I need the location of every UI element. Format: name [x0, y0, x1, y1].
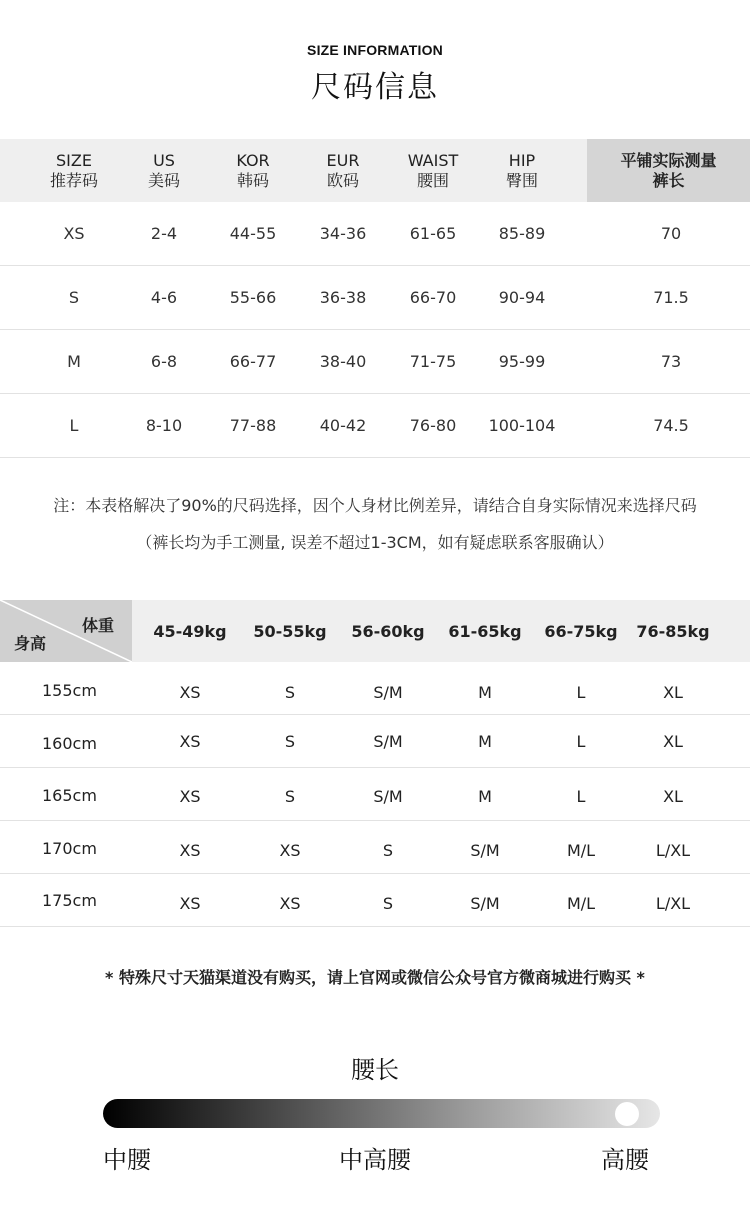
row-height: 165cm [42, 786, 97, 805]
cell-size: XL [663, 683, 683, 702]
cell-size: L/XL [655, 894, 691, 913]
col-length-en: 平铺实际测量 [620, 151, 717, 170]
col-us [134, 151, 194, 191]
hw-corner-cell [0, 600, 132, 662]
cell-size: L [576, 787, 586, 806]
cell-size: S/M [373, 732, 403, 751]
note-line-1: 注：本表格解决了90%的尺码选择，因个人身材比例差异，请结合自身实际情况来选择尺码 [53, 496, 697, 515]
col-length [587, 139, 750, 202]
col-waist-cn: 腰围 [416, 171, 449, 190]
cell-size: S [382, 841, 394, 860]
size-table-header [0, 139, 750, 202]
cell-kor: 66-77 [229, 352, 277, 371]
col-us-en: US [153, 151, 175, 170]
cell-size: M [478, 683, 492, 702]
weight-col: 56-60kg [351, 622, 425, 641]
cell-size: XS [63, 224, 85, 243]
cell-size: XS [279, 894, 301, 913]
col-kor [223, 151, 283, 191]
table-row [0, 821, 750, 874]
table-row [0, 662, 750, 715]
waist-label-mid: 中腰 [103, 1146, 151, 1174]
col-eur-cn: 欧码 [326, 171, 359, 190]
waist-level-indicator [615, 1102, 639, 1126]
cell-size: S [68, 288, 80, 307]
cell-us: 6-8 [150, 352, 178, 371]
table-row [0, 330, 750, 394]
cell-size: XS [279, 841, 301, 860]
cell-size: M/L [566, 894, 596, 913]
note-line-2: （裤长均为手工测量, 误差不超过1-3CM，如有疑虑联系客服确认） [136, 533, 614, 552]
cell-size: M [478, 732, 492, 751]
cell-size: L/XL [655, 841, 691, 860]
cell-length: 74.5 [653, 416, 689, 435]
cell-us: 2-4 [150, 224, 178, 243]
cell-size: XL [663, 732, 683, 751]
table-row [0, 715, 750, 768]
weight-col: 61-65kg [448, 622, 522, 641]
cell-waist: 66-70 [409, 288, 457, 307]
hw-table-header [0, 600, 750, 662]
cell-size: M [478, 787, 492, 806]
cell-size: L [576, 732, 586, 751]
table-row [0, 874, 750, 927]
cell-waist: 71-75 [409, 352, 457, 371]
col-length-cn: 裤长 [652, 171, 685, 190]
cell-eur: 36-38 [319, 288, 367, 307]
cell-kor: 55-66 [229, 288, 277, 307]
cell-us: 8-10 [145, 416, 183, 435]
cell-kor: 77-88 [229, 416, 277, 435]
height-axis-label: 身高 [14, 634, 47, 653]
col-waist [397, 151, 469, 191]
table-row [0, 394, 750, 458]
col-size-cn: 推荐码 [49, 171, 98, 190]
weight-axis-label: 体重 [82, 616, 115, 635]
cell-size: S [284, 787, 296, 806]
cell-hip: 100-104 [488, 416, 556, 435]
cell-hip: 90-94 [498, 288, 546, 307]
cell-us: 4-6 [150, 288, 178, 307]
cell-size: XL [663, 787, 683, 806]
cell-length: 70 [660, 224, 682, 243]
weight-col: 76-85kg [636, 622, 710, 641]
cell-size: XS [179, 787, 201, 806]
waist-label-high: 高腰 [601, 1146, 649, 1174]
cell-size: S/M [373, 787, 403, 806]
cell-kor: 44-55 [229, 224, 277, 243]
waist-title: 腰长 [351, 1056, 399, 1084]
col-eur [313, 151, 373, 191]
table-row [0, 266, 750, 330]
cell-hip: 85-89 [498, 224, 546, 243]
row-height: 155cm [42, 681, 97, 700]
height-weight-table [0, 600, 750, 927]
cell-eur: 34-36 [319, 224, 367, 243]
waist-label-mid-high: 中高腰 [339, 1146, 411, 1174]
col-size [44, 151, 104, 191]
cell-size: M/L [566, 841, 596, 860]
col-kor-en: KOR [236, 151, 270, 170]
row-height: 160cm [42, 734, 97, 753]
cell-size: S/M [470, 841, 500, 860]
cell-size: XS [179, 841, 201, 860]
cell-size: XS [179, 732, 201, 751]
cell-size: M [67, 352, 81, 371]
cell-size: S/M [470, 894, 500, 913]
size-table [0, 139, 750, 458]
weight-col: 66-75kg [544, 622, 618, 641]
cell-eur: 40-42 [319, 416, 367, 435]
section-subtitle: SIZE INFORMATION [307, 42, 443, 58]
col-hip-cn: 臀围 [505, 171, 538, 190]
cell-hip: 95-99 [498, 352, 546, 371]
table-row [0, 768, 750, 821]
cell-size: XS [179, 683, 201, 702]
cell-waist: 61-65 [409, 224, 457, 243]
row-height: 175cm [42, 891, 97, 910]
page-title: 尺码信息 [311, 70, 439, 105]
cell-eur: 38-40 [319, 352, 367, 371]
cell-size: S [284, 732, 296, 751]
cell-size: S [284, 683, 296, 702]
cell-length: 71.5 [653, 288, 689, 307]
col-size-en: SIZE [56, 151, 92, 170]
col-waist-en: WAIST [407, 151, 459, 170]
col-hip [492, 151, 552, 191]
cell-size: S/M [373, 683, 403, 702]
cell-length: 73 [660, 352, 682, 371]
waist-gradient-bar [103, 1099, 660, 1128]
cell-size: S [382, 894, 394, 913]
row-height: 170cm [42, 839, 97, 858]
table-row [0, 202, 750, 266]
cell-size: XS [179, 894, 201, 913]
col-kor-cn: 韩码 [236, 171, 269, 190]
cell-size: L [576, 683, 586, 702]
weight-col: 45-49kg [153, 622, 227, 641]
col-hip-en: HIP [508, 151, 536, 170]
weight-col: 50-55kg [253, 622, 327, 641]
special-size-note: * 特殊尺寸天猫渠道没有购买，请上官网或微信公众号官方微商城进行购买 * [105, 968, 645, 987]
col-us-cn: 美码 [147, 171, 180, 190]
col-eur-en: EUR [326, 151, 360, 170]
cell-waist: 76-80 [409, 416, 457, 435]
cell-size: L [69, 416, 79, 435]
